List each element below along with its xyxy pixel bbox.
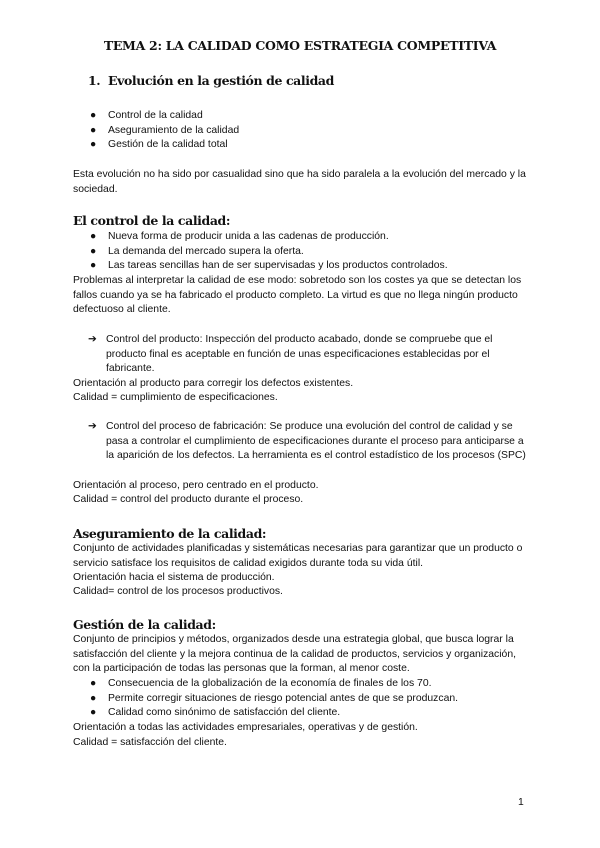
- aseguramiento-paragraph: Conjunto de actividades planificadas y sistemáticas necesarias para garantizar que un producto o servicio satisface los requisitos de calidad exigidos durante toda su vida útil.: [73, 543, 523, 569]
- arrow-icon: ➔: [88, 421, 97, 432]
- section-heading-text: Evolución en la gestión de calidad: [108, 73, 334, 88]
- list-item: ● Nueva forma de producir unida a las cadenas de producción.: [88, 230, 528, 245]
- list-item: ● Permite corregir situaciones de riesgo potencial antes de que se produzcan.: [88, 692, 528, 707]
- section-number: 1.: [88, 73, 101, 88]
- list-item: ● Control de la calidad: [88, 109, 528, 124]
- document-title: TEMA 2: LA CALIDAD COMO ESTRATEGIA COMPETITIVA: [103, 38, 497, 53]
- product-quality: Calidad = cumplimiento de especificaciones.: [73, 392, 278, 403]
- arrow-item-product: ➔ Control del producto: Inspección del producto acabado, donde se compruebe que el producto final es aceptable en función de unas especificaciones establecidas por el fabricante.: [88, 334, 493, 375]
- list-item: ● Consecuencia de la globalización de la economía de finales de los 70.: [88, 677, 528, 692]
- process-quality: Calidad = control del producto durante el proceso.: [73, 494, 304, 505]
- list-item: ● La demanda del mercado supera la oferta.: [88, 245, 528, 260]
- evolution-list: [88, 109, 528, 153]
- bullet-icon: ●: [90, 124, 97, 136]
- bullet-icon: ●: [90, 245, 97, 257]
- list-item: ● Las tareas sencillas han de ser supervisadas y los productos controlados.: [88, 259, 528, 274]
- aseguramiento-heading: Aseguramiento de la calidad:: [73, 526, 267, 541]
- bullet-icon: ●: [90, 707, 97, 719]
- gestion-list: [88, 677, 528, 721]
- control-list: [88, 230, 528, 274]
- bullet-icon: ●: [90, 260, 97, 272]
- aseguramiento-quality: Calidad= control de los procesos productivos.: [73, 586, 283, 597]
- bullet-icon: ●: [90, 678, 97, 689]
- product-orientation: Orientación al producto para corregir los defectos existentes.: [73, 378, 354, 389]
- bullet-icon: ●: [90, 231, 97, 242]
- arrow-icon: ➔: [88, 334, 97, 345]
- bullet-icon: ●: [90, 110, 97, 121]
- aseguramiento-orientation: Orientación hacia el sistema de producción.: [73, 572, 275, 583]
- page-number: 1: [518, 797, 524, 808]
- problems-paragraph: Problemas al interpretar la calidad de ese modo: sobretodo son los costes ya que se detectan los fallos cuando ya se ha fabricado el producto completo. La virtud es que no llega ningún producto defectuoso al cliente.: [73, 275, 522, 316]
- control-heading: El control de la calidad:: [73, 213, 231, 228]
- section-heading: [88, 73, 334, 88]
- list-item: ● Aseguramiento de la calidad: [88, 124, 528, 139]
- bullet-icon: ●: [90, 139, 97, 151]
- process-orientation: Orientación al proceso, pero centrado en el producto.: [73, 480, 319, 491]
- gestion-quality: Calidad = satisfacción del cliente.: [73, 737, 227, 748]
- gestion-paragraph: Conjunto de principios y métodos, organizados desde una estrategia global, que busca lograr la satisfacción del cliente y la mejora continua de la calidad de productos, servicios y organización, con la participación de todas las personas que la forman, al menor coste.: [73, 634, 516, 675]
- arrow-item-process: ➔ Control del proceso de fabricación: Se produce una evolución del control de calidad y se pasa a controlar el cumplimiento de especificaciones durante el proceso para anticiparse a la aparición de los defectos. La herramienta es el control estadístico de los procesos (SPC): [88, 421, 526, 462]
- bullet-icon: ●: [90, 692, 97, 704]
- list-item: ● Calidad como sinónimo de satisfacción del cliente.: [88, 706, 528, 721]
- gestion-heading: Gestión de la calidad:: [73, 617, 216, 632]
- evolution-paragraph: Esta evolución no ha sido por casualidad sino que ha sido paralela a la evolución del mercado y la sociedad.: [73, 169, 526, 195]
- gestion-orientation: Orientación a todas las actividades empresariales, operativas y de gestión.: [73, 722, 418, 733]
- list-item: ● Gestión de la calidad total: [88, 138, 528, 153]
